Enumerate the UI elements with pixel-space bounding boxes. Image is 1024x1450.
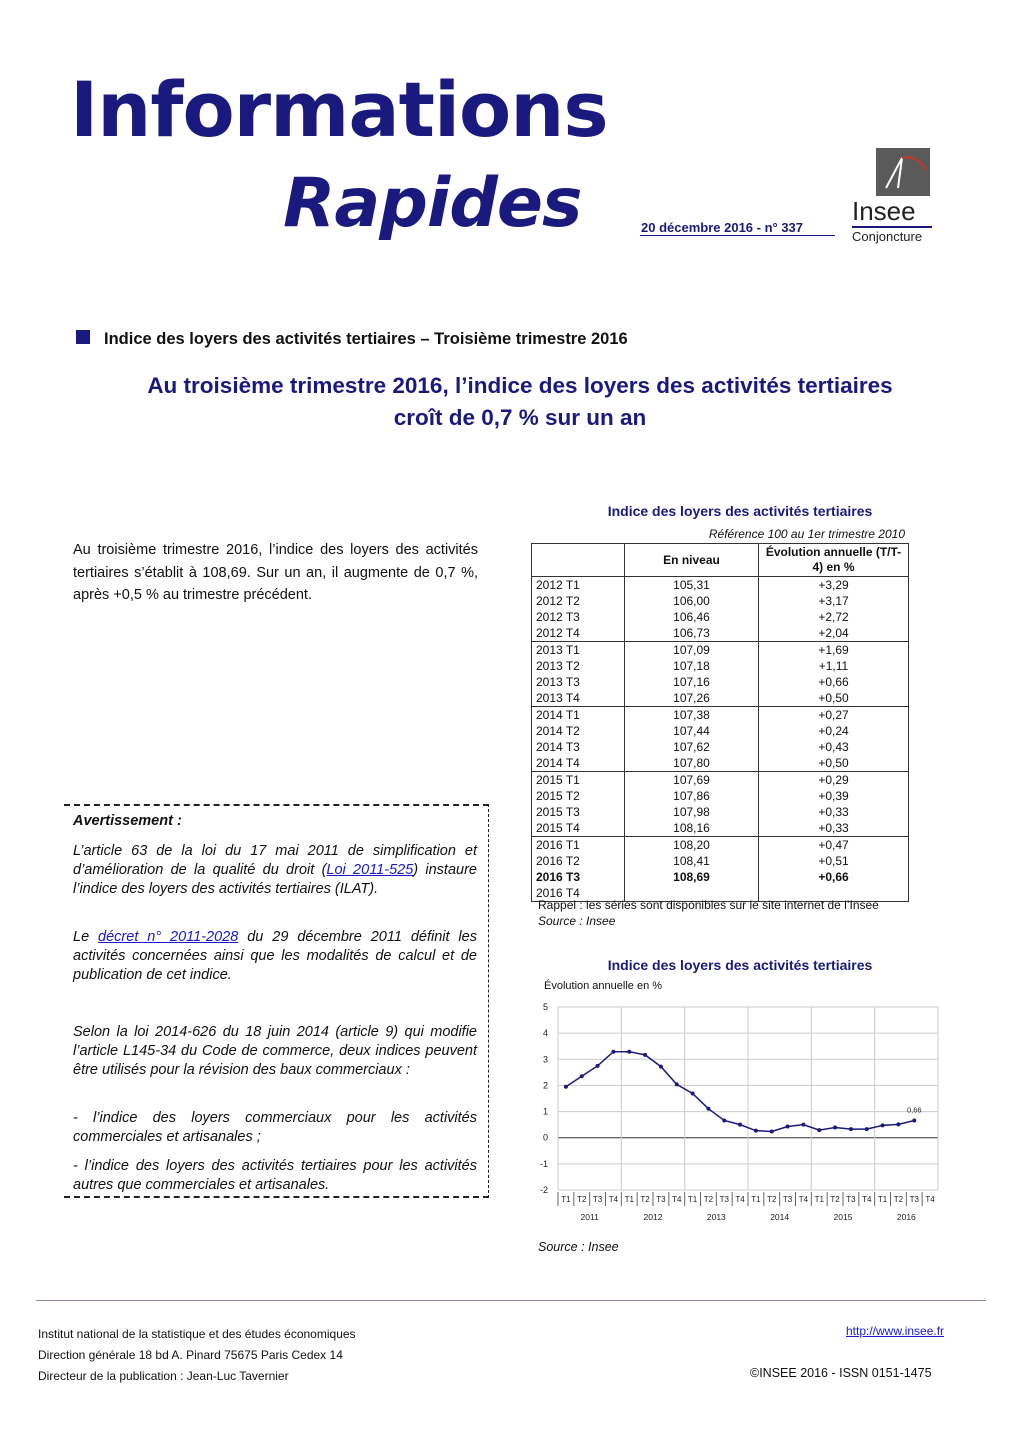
data-point bbox=[896, 1122, 900, 1126]
footer-address: Direction générale 18 bd A. Pinard 75675 Paris Cedex 14 bbox=[38, 1348, 343, 1362]
x-tick-label: T4 bbox=[735, 1195, 745, 1204]
data-point bbox=[659, 1065, 663, 1069]
row-quarter: 2012 T2 bbox=[532, 593, 625, 609]
table-row bbox=[532, 674, 909, 690]
row-level: 106,46 bbox=[625, 609, 759, 625]
headline-line-2: croît de 0,7 % sur un an bbox=[393, 405, 647, 430]
x-tick-label: T3 bbox=[909, 1195, 919, 1204]
data-point bbox=[881, 1123, 885, 1127]
row-evolution: +0,29 bbox=[759, 772, 909, 789]
row-level: 107,16 bbox=[625, 674, 759, 690]
row-quarter: 2013 T2 bbox=[532, 658, 625, 674]
warning-paragraph-1 bbox=[73, 842, 477, 899]
x-tick-label: T1 bbox=[751, 1195, 761, 1204]
row-level: 106,00 bbox=[625, 593, 759, 609]
footer-info bbox=[38, 1324, 356, 1387]
row-quarter: 2012 T3 bbox=[532, 609, 625, 625]
row-level: 107,98 bbox=[625, 804, 759, 820]
data-point bbox=[849, 1127, 853, 1131]
table-row bbox=[532, 690, 909, 707]
y-tick-label: 1 bbox=[542, 1106, 548, 1117]
warning-paragraph-5: - l’indice des loyers des activités tertiaires pour les activités autres que commerciales et artisanales. bbox=[73, 1158, 477, 1193]
masthead-title: Informations bbox=[70, 65, 608, 154]
data-point bbox=[691, 1092, 695, 1096]
y-tick-label: 3 bbox=[542, 1054, 548, 1065]
row-evolution: +0,33 bbox=[818, 805, 849, 819]
row-quarter: 2016 T1 bbox=[532, 837, 625, 854]
row-quarter: 2013 T1 bbox=[532, 642, 625, 659]
table-row bbox=[532, 625, 909, 642]
headline bbox=[60, 370, 980, 434]
footer-rule bbox=[36, 1300, 986, 1301]
table-reference: Référence 100 au 1er trimestre 2010 bbox=[708, 527, 905, 541]
row-quarter: 2014 T3 bbox=[532, 739, 625, 755]
row-evolution: +3,17 bbox=[818, 594, 849, 608]
y-tick-label: -1 bbox=[539, 1158, 548, 1169]
year-label: 2011 bbox=[580, 1212, 599, 1222]
x-tick-label: T1 bbox=[814, 1195, 824, 1204]
x-tick-label: T1 bbox=[687, 1195, 698, 1204]
issue-date: 20 décembre 2016 - n° 337 bbox=[641, 220, 804, 235]
x-tick-label: T3 bbox=[782, 1195, 793, 1204]
table-body bbox=[532, 577, 909, 902]
data-point bbox=[564, 1085, 568, 1089]
row-evolution: +0,51 bbox=[818, 854, 849, 868]
warning-title: Avertissement : bbox=[73, 813, 182, 829]
series-line bbox=[566, 1052, 914, 1132]
series-title: Indice des loyers des activités tertiaires – Troisième trimestre 2016 bbox=[104, 330, 628, 348]
table-note: Rappel : les séries sont disponibles sur le site internet de l’Insee bbox=[538, 898, 879, 912]
row-evolution: +0,27 bbox=[759, 707, 909, 724]
row-quarter: 2012 T4 bbox=[532, 625, 625, 642]
x-tick-label: T4 bbox=[798, 1195, 809, 1204]
data-point bbox=[706, 1107, 710, 1111]
data-point bbox=[817, 1128, 821, 1132]
data-point bbox=[770, 1129, 774, 1133]
footer-institute: Institut national de la statistique et des études économiques bbox=[38, 1327, 356, 1341]
row-quarter: 2015 T4 bbox=[532, 820, 625, 837]
row-evolution: +0,39 bbox=[818, 789, 849, 803]
masthead-subtitle: Rapides bbox=[283, 164, 582, 243]
row-quarter: 2014 T2 bbox=[532, 723, 625, 739]
row-quarter: 2013 T4 bbox=[532, 690, 625, 707]
row-level: 108,16 bbox=[625, 820, 759, 837]
x-tick-label: T3 bbox=[846, 1195, 856, 1204]
evolution-chart bbox=[530, 995, 950, 1230]
row-evolution: +3,29 bbox=[818, 578, 849, 592]
row-evolution: +0,50 bbox=[818, 691, 849, 705]
x-tick-label: T3 bbox=[719, 1195, 729, 1204]
row-evolution: +0,66 bbox=[818, 675, 849, 689]
data-point bbox=[611, 1050, 615, 1054]
insee-logo bbox=[852, 148, 932, 244]
table-row bbox=[532, 658, 909, 674]
warning-paragraph-3: Selon la loi 2014-626 du 18 juin 2014 (article 9) qui modifie l’article L145-34 du Code de commerce, deux indices peuvent être utilisés pour la révision des baux commerciaux : bbox=[73, 1024, 477, 1078]
row-quarter: 2014 T4 bbox=[532, 755, 625, 772]
data-point bbox=[786, 1124, 790, 1128]
row-evolution: +2,04 bbox=[818, 626, 849, 640]
x-tick-label: T2 bbox=[893, 1195, 904, 1204]
row-quarter: 2013 T3 bbox=[532, 674, 625, 690]
row-level: 108,69 bbox=[625, 869, 759, 885]
logo-subtitle: Conjoncture bbox=[852, 226, 932, 244]
table-title: Indice des loyers des activités tertiaires bbox=[607, 503, 873, 519]
x-tick-label: T2 bbox=[703, 1195, 714, 1204]
header-quarter bbox=[532, 544, 625, 577]
x-tick-label: T3 bbox=[592, 1195, 603, 1204]
row-level: 107,26 bbox=[625, 690, 759, 707]
insee-logo-icon bbox=[876, 148, 930, 196]
x-tick-label: T4 bbox=[672, 1195, 682, 1204]
row-level: 107,80 bbox=[625, 755, 759, 772]
footer-copyright: ©INSEE 2016 - ISSN 0151-1475 bbox=[750, 1366, 932, 1380]
table-row bbox=[532, 593, 909, 609]
table-row bbox=[532, 577, 909, 594]
year-label: 2013 bbox=[706, 1212, 726, 1222]
data-point bbox=[833, 1126, 837, 1130]
x-tick-label: T1 bbox=[624, 1195, 634, 1204]
row-level: 108,20 bbox=[625, 837, 759, 854]
header-evolution: Évolution annuelle (T/T-4) en % bbox=[759, 544, 909, 577]
chart-source: Source : Insee bbox=[538, 1240, 619, 1254]
row-quarter: 2015 T3 bbox=[532, 804, 625, 820]
x-tick-label: T4 bbox=[862, 1195, 872, 1204]
data-point bbox=[643, 1053, 647, 1057]
warning-p1-tail: ) instaure l’indice des loyers des activités tertiaires (ILAT). bbox=[73, 862, 477, 897]
data-point bbox=[865, 1127, 869, 1131]
year-label: 2012 bbox=[643, 1212, 663, 1222]
year-label: 2016 bbox=[896, 1212, 916, 1222]
chart-title: Indice des loyers des activités tertiaires bbox=[607, 957, 873, 973]
row-evolution: +0,43 bbox=[818, 740, 849, 754]
table-row bbox=[532, 642, 909, 659]
table-row bbox=[532, 772, 909, 789]
data-label: 0,66 bbox=[906, 1105, 922, 1115]
warning-paragraph-4: - l’indice des loyers commerciaux pour les activités commerciales et artisanales ; bbox=[73, 1110, 477, 1145]
table-row bbox=[532, 853, 909, 869]
row-level: 106,73 bbox=[625, 625, 759, 642]
y-tick-label: 5 bbox=[542, 1002, 548, 1012]
data-point bbox=[754, 1129, 758, 1133]
table-header-row bbox=[532, 544, 909, 577]
row-quarter: 2016 T2 bbox=[532, 853, 625, 869]
row-evolution: +2,72 bbox=[818, 610, 849, 624]
warning-p1-text: L’article 63 de la loi du 17 mai 2011 de simplification et d’amélioration de la qualité du droit ( bbox=[73, 843, 477, 878]
data-point bbox=[675, 1082, 679, 1086]
x-tick-label: T2 bbox=[577, 1195, 587, 1204]
table-row bbox=[532, 755, 909, 772]
y-tick-label: 2 bbox=[542, 1080, 548, 1091]
chart-y-label: Évolution annuelle en % bbox=[544, 980, 663, 992]
data-point bbox=[596, 1064, 600, 1068]
data-point bbox=[801, 1123, 805, 1127]
data-point bbox=[722, 1118, 726, 1122]
x-tick-label: T2 bbox=[767, 1195, 777, 1204]
row-level: 107,44 bbox=[625, 723, 759, 739]
table-row bbox=[532, 837, 909, 854]
series-square-icon bbox=[76, 330, 90, 344]
index-table bbox=[531, 543, 909, 902]
x-tick-label: T1 bbox=[877, 1195, 888, 1204]
row-level: 108,41 bbox=[625, 853, 759, 869]
row-level: 107,86 bbox=[625, 788, 759, 804]
row-quarter: 2015 T2 bbox=[532, 788, 625, 804]
intro-paragraph: Au troisième trimestre 2016, l’indice des loyers des activités tertiaires s’établit à 108,69. Sur un an, il augmente de 0,7 %, après +0,5 % au trimestre précédent. bbox=[73, 542, 478, 603]
row-evolution: +1,11 bbox=[818, 659, 849, 673]
row-level: 107,09 bbox=[625, 642, 759, 659]
row-level: 107,62 bbox=[625, 739, 759, 755]
table-row bbox=[532, 820, 909, 837]
table-row bbox=[532, 739, 909, 755]
x-tick-label: T2 bbox=[830, 1195, 840, 1204]
x-tick-label: T1 bbox=[561, 1195, 571, 1204]
headline-line-1: Au troisième trimestre 2016, l’indice des loyers des activités tertiaires bbox=[147, 373, 893, 398]
x-tick-label: T2 bbox=[640, 1195, 650, 1204]
warning-p2-tail: du 29 décembre 2011 définit les activités concernées ainsi que les modalités de calcul et de publication de cet indice. bbox=[73, 929, 477, 983]
warning-box bbox=[64, 804, 489, 1198]
table-row bbox=[532, 788, 909, 804]
y-tick-label: 0 bbox=[542, 1132, 548, 1143]
row-quarter: 2012 T1 bbox=[532, 577, 625, 594]
row-level: 107,38 bbox=[625, 707, 759, 724]
row-level: 105,31 bbox=[625, 577, 759, 594]
row-evolution: +0,24 bbox=[818, 724, 849, 738]
year-label: 2014 bbox=[770, 1212, 790, 1222]
table-row bbox=[532, 869, 909, 885]
row-evolution: +1,69 bbox=[759, 642, 909, 659]
row-evolution: +0,66 bbox=[818, 870, 849, 884]
table-row bbox=[532, 723, 909, 739]
x-tick-label: T4 bbox=[608, 1195, 619, 1204]
law-link[interactable]: Loi 2011-525 bbox=[326, 862, 414, 878]
row-level: 107,18 bbox=[625, 658, 759, 674]
table-row bbox=[532, 609, 909, 625]
insee-website-link[interactable]: http://www.insee.fr bbox=[846, 1324, 945, 1338]
masthead-rule bbox=[640, 235, 835, 236]
x-tick-label: T4 bbox=[925, 1195, 935, 1204]
data-point bbox=[627, 1050, 631, 1054]
row-evolution: +0,47 bbox=[759, 837, 909, 854]
data-point bbox=[580, 1074, 584, 1078]
decree-link[interactable]: décret n° 2011-2028 bbox=[98, 929, 239, 945]
table-source: Source : Insee bbox=[538, 914, 616, 928]
data-point bbox=[912, 1118, 916, 1122]
row-evolution: +0,50 bbox=[818, 756, 849, 770]
x-tick-label: T3 bbox=[656, 1195, 666, 1204]
data-point bbox=[738, 1123, 742, 1127]
row-quarter: 2016 T3 bbox=[532, 869, 625, 885]
warning-p2-text: Le bbox=[73, 929, 99, 945]
header-level: En niveau bbox=[625, 544, 759, 577]
warning-paragraph-2 bbox=[73, 928, 477, 985]
row-level: 107,69 bbox=[625, 772, 759, 789]
row-evolution: +0,33 bbox=[818, 821, 849, 835]
table-row bbox=[532, 804, 909, 820]
table-row bbox=[532, 707, 909, 724]
row-quarter: 2014 T1 bbox=[532, 707, 625, 724]
footer-director: Directeur de la publication : Jean-Luc Tavernier bbox=[38, 1369, 289, 1383]
year-label: 2015 bbox=[833, 1212, 853, 1222]
logo-word: Insee bbox=[852, 196, 916, 226]
row-quarter: 2016 T4 bbox=[532, 885, 625, 902]
y-tick-label: 4 bbox=[542, 1028, 548, 1039]
y-tick-label: -2 bbox=[539, 1185, 548, 1195]
row-quarter: 2015 T1 bbox=[532, 772, 625, 789]
